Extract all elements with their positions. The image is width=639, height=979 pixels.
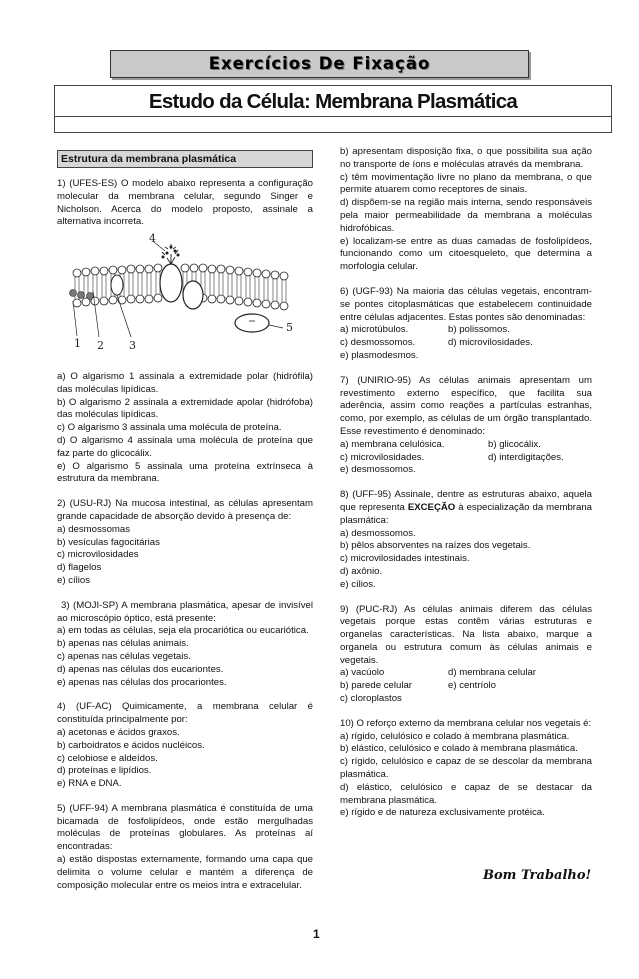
question-8-option: c) microvilosidades intestinais. xyxy=(340,553,470,565)
question-1-stem: 1) (UFES-ES) O modelo abaixo representa a configuração molecular da membrana celular, segundo Singer e Nicholson. Acerca do modelo proposto, assinale a alternativa incorreta. xyxy=(57,178,313,228)
question-6-option-b: b) polissomos. xyxy=(448,324,510,336)
question-8-option: a) desmossomos. xyxy=(340,527,416,539)
question-1-option-e: e) O algarismo 5 assinala uma proteína extrínseca à estrutura da membrana. xyxy=(57,460,313,485)
question-9-row xyxy=(340,680,592,693)
question-2-option: a) desmossomas xyxy=(57,523,131,535)
question-1-option-b: b) O algarismo 2 assinala a extremidade apolar (hidrófoba) das moléculas lipídicas. xyxy=(57,396,313,421)
question-4-option: e) RNA e DNA. xyxy=(57,778,122,790)
question-6-option-a: a) microtúbulos. xyxy=(340,324,409,336)
question-2-option: b) vesículas fagocitárias xyxy=(57,536,160,548)
question-6-option-d: d) microvilosidades. xyxy=(448,337,533,349)
question-9-stem: 9) (PUC-RJ) As células animais diferem das células vegetais porque estas contêm várias estruturas e organelas características. Na lista abaixo, marque a organela ou estrutura comum às células animais e vegetais. xyxy=(340,603,592,666)
question-6-option-e: e) plasmodesmos. xyxy=(340,349,419,361)
figure-label-2: 2 xyxy=(97,339,104,353)
question-7-option-e: e) desmossomos. xyxy=(340,464,416,476)
closing-message: Bom Trabalho! xyxy=(483,868,592,883)
question-8-stem-text: 8) (UFF-95) Assinale, dentre as estruturas abaixo, aquela que representa xyxy=(340,489,592,513)
figure-label-4: 4 xyxy=(149,233,156,246)
question-5-option-b: b) apresentam disposição fixa, o que possibilita sua ação no transporte de íons e moléculas através da membrana. xyxy=(340,146,592,170)
membrane-diagram xyxy=(57,233,313,360)
question-6-row xyxy=(340,324,592,337)
left-column xyxy=(57,150,313,892)
question-8-stem-text: à especialização da membrana plasmática: xyxy=(340,501,592,526)
extrinsic-protein xyxy=(235,314,269,332)
question-9-row xyxy=(340,667,592,680)
question-8-emphasis: EXCEÇÃO xyxy=(407,501,456,513)
lipid-heads-bottom xyxy=(73,294,288,310)
question-4-option: d) proteínas e lipídios. xyxy=(57,765,152,777)
question-1-option-c: c) O algarismo 3 assinala uma molécula de proteína. xyxy=(57,422,282,434)
question-7-option-a: a) membrana celulósica. xyxy=(340,438,445,450)
question-8-option: e) cílios. xyxy=(340,578,376,590)
question-3-option: e) apenas nas células dos procariontes. xyxy=(57,676,227,688)
question-7-stem: 7) (UNIRIO-95) As células animais apresentam um revestimento externo específico, que facilita sua aderência, assim como reações a partículas estranhas, como, por exemplo, as células de um órgão transplantado. Esse revestimento é denominado: xyxy=(340,374,592,437)
question-2-option: c) microvilosidades xyxy=(57,549,139,561)
question-9-option-e: e) centríolo xyxy=(448,680,496,692)
question-5-option-d: d) dispõem-se na região mais interna, sendo responsáveis pela maior permeabilidade da membrana a moléculas hidrofóbicas. xyxy=(340,197,592,234)
question-9-option-a: a) vacúolo xyxy=(340,667,385,679)
question-6-row xyxy=(340,337,592,350)
question-5-stem: 5) (UFF-94) A membrana plasmática é constituída de uma bicamada de fosfolipídeos, onde estão mergulhadas moléculas de proteínas globulares. As proteínas aí encontradas: xyxy=(57,802,313,853)
right-column xyxy=(340,146,592,820)
question-1-option-d: d) O algarismo 4 assinala uma molécula de proteína que faz parte do glicocálix. xyxy=(57,434,313,459)
question-7-row xyxy=(340,439,592,452)
page-number: 1 xyxy=(313,927,320,941)
question-10-option: b) elástico, celulósico e colado à membrana plasmática. xyxy=(340,743,578,755)
question-3-stem: 3) (MOJI-SP) A membrana plasmática, apesar de invisível ao microscópio óptico, está presente: xyxy=(57,599,313,624)
question-6-option-c: c) desmossomos. xyxy=(340,337,416,349)
question-7-option-b: b) glicocálix. xyxy=(488,438,541,450)
question-6-stem: 6) (UGF-93) Na maioria das células vegetais, encontram-se pontes citoplasmáticas que estabelecem continuidade entre células adjacentes. Estas pontes são denominadas: xyxy=(340,285,592,323)
question-5-option-a: a) estão dispostas externamente, formando uma capa que delimita o volume celular e mantém a diferença de composição molecular entre os meios intra e extracelular. xyxy=(57,854,313,891)
question-3-option: d) apenas nas células dos eucariontes. xyxy=(57,663,224,675)
question-2-option: e) cílios xyxy=(57,574,91,586)
question-4-option: a) acetonas e ácidos graxos. xyxy=(57,726,180,738)
question-4-stem: 4) (UF-AC) Quimicamente, a membrana celular é constituída principalmente por: xyxy=(57,701,313,726)
question-7-row xyxy=(340,452,592,465)
question-10-option: c) rígido, celulósico e capaz de se descolar da membrana plasmática. xyxy=(340,756,592,781)
question-10-option: e) rígido e de natureza exclusivamente protéica. xyxy=(340,807,545,819)
question-9-option-d: d) membrana celular xyxy=(448,667,536,679)
figure-label-3: 3 xyxy=(129,339,136,353)
question-2-stem: 2) (USU-RJ) Na mucosa intestinal, as células apresentam grande capacidade de absorção devido à presença de: xyxy=(57,498,313,522)
question-9-option-b: b) parede celular xyxy=(340,680,412,692)
question-3-option: c) apenas nas células vegetais. xyxy=(57,650,191,662)
question-4-option: c) celobiose e aldeídos. xyxy=(57,752,158,764)
figure-label-1: 1 xyxy=(74,337,81,351)
figure-label-5: 5 xyxy=(286,321,293,335)
question-9-option-c: c) cloroplastos xyxy=(340,693,402,705)
question-2-option: d) flagelos xyxy=(57,562,102,574)
integral-protein xyxy=(160,264,182,302)
question-7-option-c: c) microvilosidades. xyxy=(340,451,425,463)
question-7-option-d: d) interdigitações. xyxy=(488,451,564,463)
subtitle-rule xyxy=(55,116,611,117)
question-4-option: b) carboidratos e ácidos nucléicos. xyxy=(57,739,205,751)
subtitle-box xyxy=(54,85,612,133)
question-5-option-c: c) têm movimentação livre no plano da membrana, o que permite atuarem como receptores de sinais. xyxy=(340,171,592,196)
page-title: Exercícios De Fixação xyxy=(110,50,529,78)
section-header: Estrutura da membrana plasmática xyxy=(57,150,313,168)
question-10-option: a) rígido, celulósico e colado à membrana plasmática. xyxy=(340,730,570,742)
question-3-option: b) apenas nas células animais. xyxy=(57,638,189,650)
question-1-option-a: a) O algarismo 1 assinala a extremidade polar (hidrófila) das moléculas lipídicas. xyxy=(57,370,313,395)
question-8-option: b) pêlos absorventes na raízes dos vegetais. xyxy=(340,540,531,552)
question-5-option-e: e) localizam-se entre as duas camadas de fosfolipídeos, funcionando como um citoesqueleto, que determina a morfologia celular. xyxy=(340,235,592,273)
question-10-stem: 10) O reforço externo da membrana celular nos vegetais é: xyxy=(340,717,592,729)
question-8-option: d) axônio. xyxy=(340,565,383,577)
question-3-option: a) em todas as células, seja ela procariótica ou eucariótica. xyxy=(57,625,309,637)
page-subtitle: Estudo da Célula: Membrana Plasmática xyxy=(148,90,518,113)
question-8-stem xyxy=(340,489,592,527)
question-10-option: d) elástico, celulósico e capaz de se destacar da membrana plasmática. xyxy=(340,781,592,806)
